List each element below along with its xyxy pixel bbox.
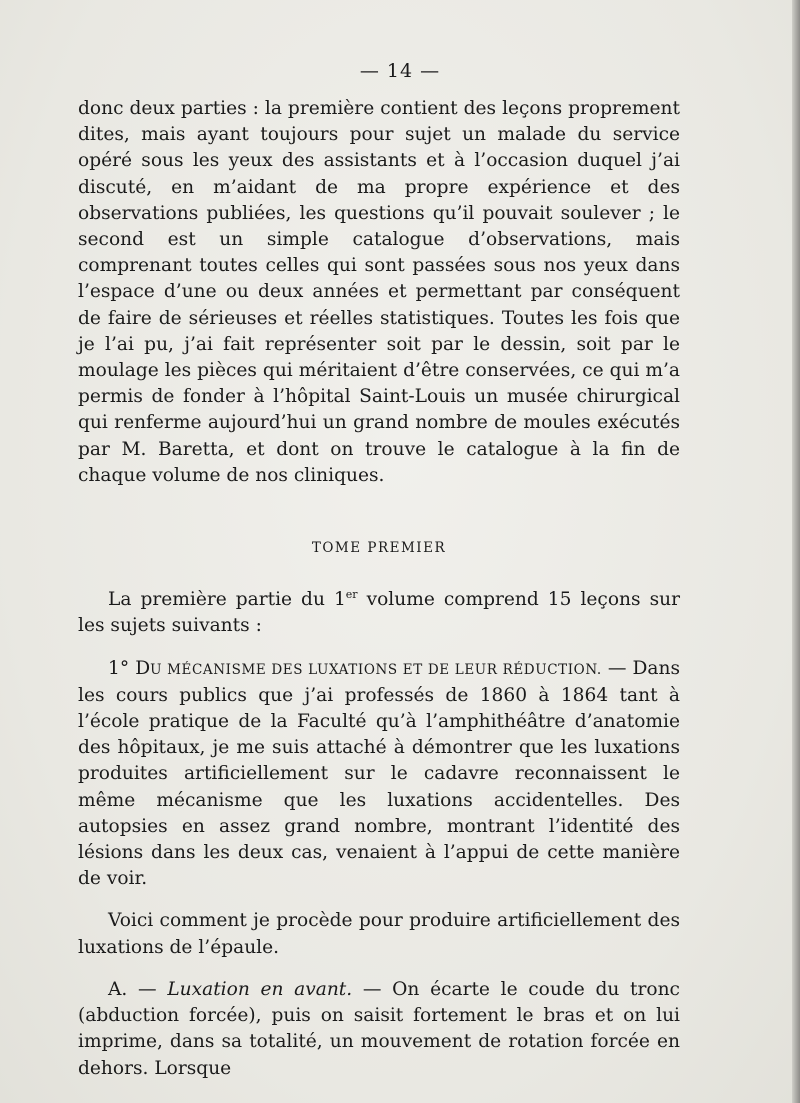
- item-number: 1°: [108, 657, 136, 679]
- item-text: — Dans les cours publics que j’ai professés de 1860 à 1864 tant à l’école pratique de la Faculté qu’à l’amphithéâtre d’anatomie des hôpitaux, je me suis attaché à démontrer que les luxations produites artificiellement sur le cadavre reconnaissent le même mécanisme que les luxations accidentelles. Des autopsies en assez grand nombre, montrant l’identité des lésions dans les deux cas, venaient à l’appui de cette manière de voir.: [78, 657, 680, 890]
- paragraph-first-part-text-a: La première partie du 1: [108, 589, 346, 611]
- subsection-label: A. —: [108, 978, 168, 1000]
- paragraph-first-part-text-b: volume comprend 15 leçons sur les sujets suivants :: [78, 589, 680, 637]
- item-title: U MÉCANISME DES LUXATIONS ET DE LEUR RÉDUCTION.: [150, 661, 602, 678]
- section-heading: TOME PREMIER: [311, 540, 447, 557]
- paragraph-luxation-forward: [78, 977, 680, 1082]
- paragraph-luxations: [78, 656, 680, 893]
- page-number: — 14 —: [359, 60, 441, 82]
- item-title-initial: D: [135, 657, 151, 679]
- page-body: [78, 96, 680, 1082]
- subsection-title: Luxation en avant.: [167, 978, 353, 1000]
- paragraph-first-part: [78, 587, 680, 639]
- page-edge-shadow: [792, 0, 800, 1103]
- paragraph-intro: donc deux parties : la première contient des leçons proprement dites, mais ayant toujours pour sujet un malade du service opéré sous les yeux des assistants et à l’occasion duquel j’ai discuté, en m’aidant de ma propre expérience et des observations publiées, les questions qu’il pouvait soulever ; le second est un simple catalogue d’observations, mais comprenant toutes celles qui sont passées sous nos yeux dans l’espace d’une ou deux années et permettant par conséquent de faire de sérieuses et réelles statistiques. Toutes les fois que je l’ai pu, j’ai fait représenter soit par le dessin, soit par le moulage les pièces qui méritaient d’être conservées, ce qui m’a permis de fonder à l’hôpital Saint-Louis un musée chirurgical qui renferme aujourd’hui un grand nombre de moules exécutés par M. Baretta, et dont on trouve le catalogue à la fin de chaque volume de nos cliniques.: [78, 98, 680, 486]
- subsection-text: — On écarte le coude du tronc (abduction forcée), puis on saisit fortement le bras et on lui imprime, dans sa totalité, un mouvement de rotation forcée en dehors. Lorsque: [78, 978, 680, 1079]
- paragraph-method: Voici comment je procède pour produire artificiellement des luxations de l’épaule.: [78, 910, 680, 958]
- ordinal-superscript: er: [345, 588, 358, 602]
